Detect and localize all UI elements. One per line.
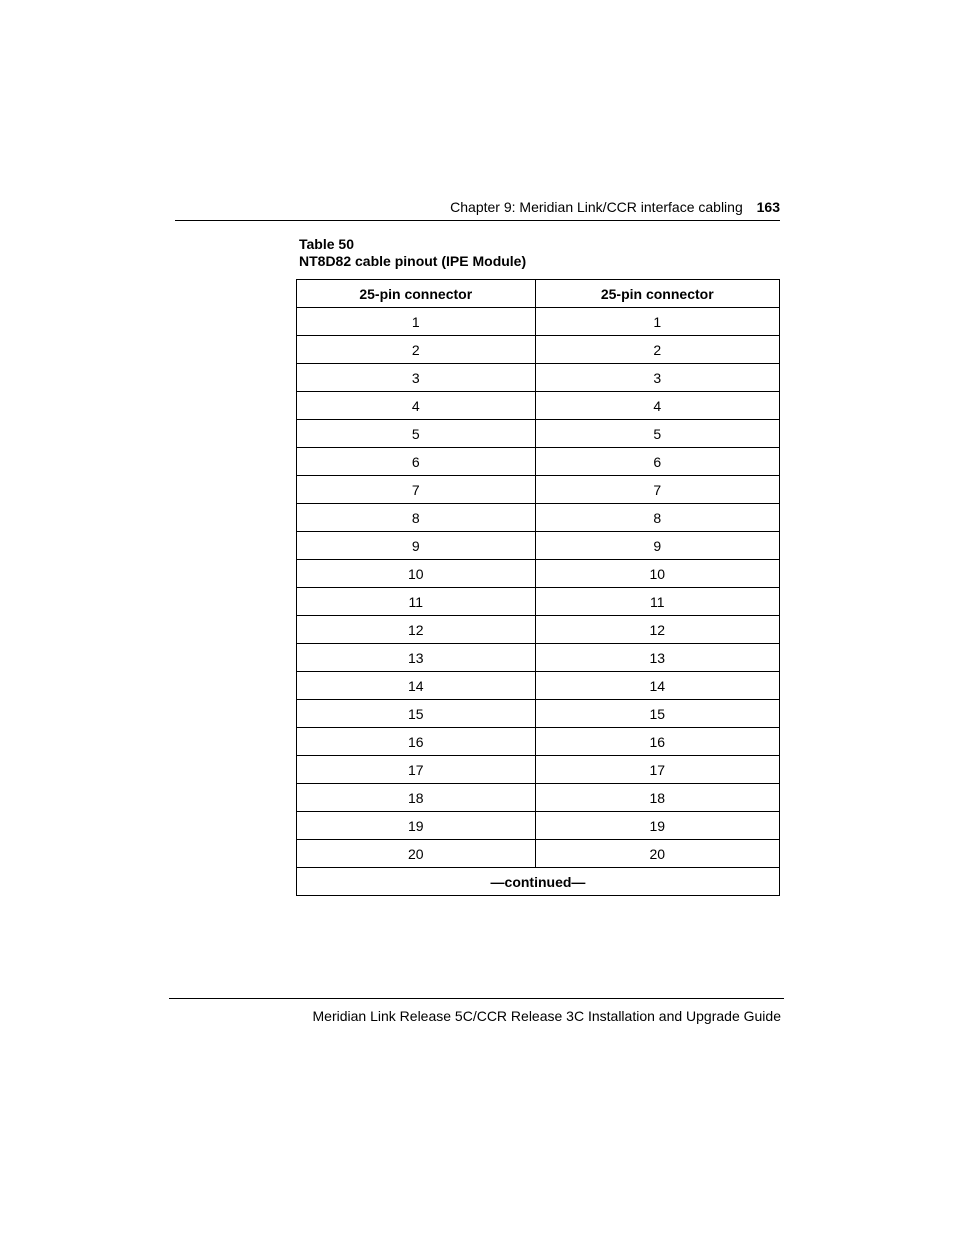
table-row [297,812,780,840]
table-cell: 3 [297,364,536,392]
page-number: 163 [756,199,780,215]
table-row [297,672,780,700]
table-cell: 12 [535,616,780,644]
table-row [297,308,780,336]
table-cell: 9 [297,532,536,560]
table-cell: 7 [297,476,536,504]
table-cell: 14 [297,672,536,700]
table-cell: 13 [535,644,780,672]
table-row [297,700,780,728]
table-row [297,784,780,812]
table-row [297,840,780,868]
table-row [297,728,780,756]
table-cell: 3 [535,364,780,392]
table-cell: 12 [297,616,536,644]
table-cell: 20 [535,840,780,868]
column-header: 25-pin connector [535,280,780,308]
table-caption [299,236,526,270]
table-title: NT8D82 cable pinout (IPE Module) [299,253,527,269]
table-cell: 2 [535,336,780,364]
table-cell: 17 [535,756,780,784]
table-cell: 16 [535,728,780,756]
table-cell: 18 [535,784,780,812]
table-cell: 18 [297,784,536,812]
table-cell: 15 [535,700,780,728]
continued-row [297,868,780,896]
continued-note: —continued— [297,868,780,896]
table-cell: 5 [297,420,536,448]
table-label: Table 50 [299,236,354,252]
table-row [297,756,780,784]
table-cell: 6 [535,448,780,476]
table-row [297,336,780,364]
table-cell: 20 [297,840,536,868]
page-header [175,196,780,221]
column-header: 25-pin connector [297,280,536,308]
table-cell: 10 [297,560,536,588]
table-row [297,364,780,392]
table-cell: 4 [535,392,780,420]
table-cell: 13 [297,644,536,672]
table-cell: 15 [297,700,536,728]
table-cell: 8 [535,504,780,532]
table-cell: 10 [535,560,780,588]
table-body [297,308,780,868]
table-cell: 4 [297,392,536,420]
table-row [297,420,780,448]
table-cell: 8 [297,504,536,532]
table-row [297,644,780,672]
table-header-row [297,280,780,308]
table-cell: 2 [297,336,536,364]
page-footer [169,998,784,1024]
table-cell: 19 [297,812,536,840]
table-cell: 11 [297,588,536,616]
table-cell: 11 [535,588,780,616]
table-row [297,560,780,588]
table-cell: 1 [535,308,780,336]
table-cell: 17 [297,756,536,784]
table-cell: 6 [297,448,536,476]
table-row [297,616,780,644]
chapter-title: Chapter 9: Meridian Link/CCR interface cabling [450,199,743,215]
table-cell: 19 [535,812,780,840]
table-row [297,448,780,476]
table-cell: 5 [535,420,780,448]
table-row [297,476,780,504]
table-cell: 7 [535,476,780,504]
table-row [297,588,780,616]
table-cell: 14 [535,672,780,700]
table-cell: 1 [297,308,536,336]
table-row [297,504,780,532]
table-cell: 16 [297,728,536,756]
table-cell: 9 [535,532,780,560]
table-row [297,392,780,420]
footer-text: Meridian Link Release 5C/CCR Release 3C Installation and Upgrade Guide [312,1008,781,1024]
header-text [450,199,780,215]
table-row [297,532,780,560]
pinout-table [296,279,780,896]
